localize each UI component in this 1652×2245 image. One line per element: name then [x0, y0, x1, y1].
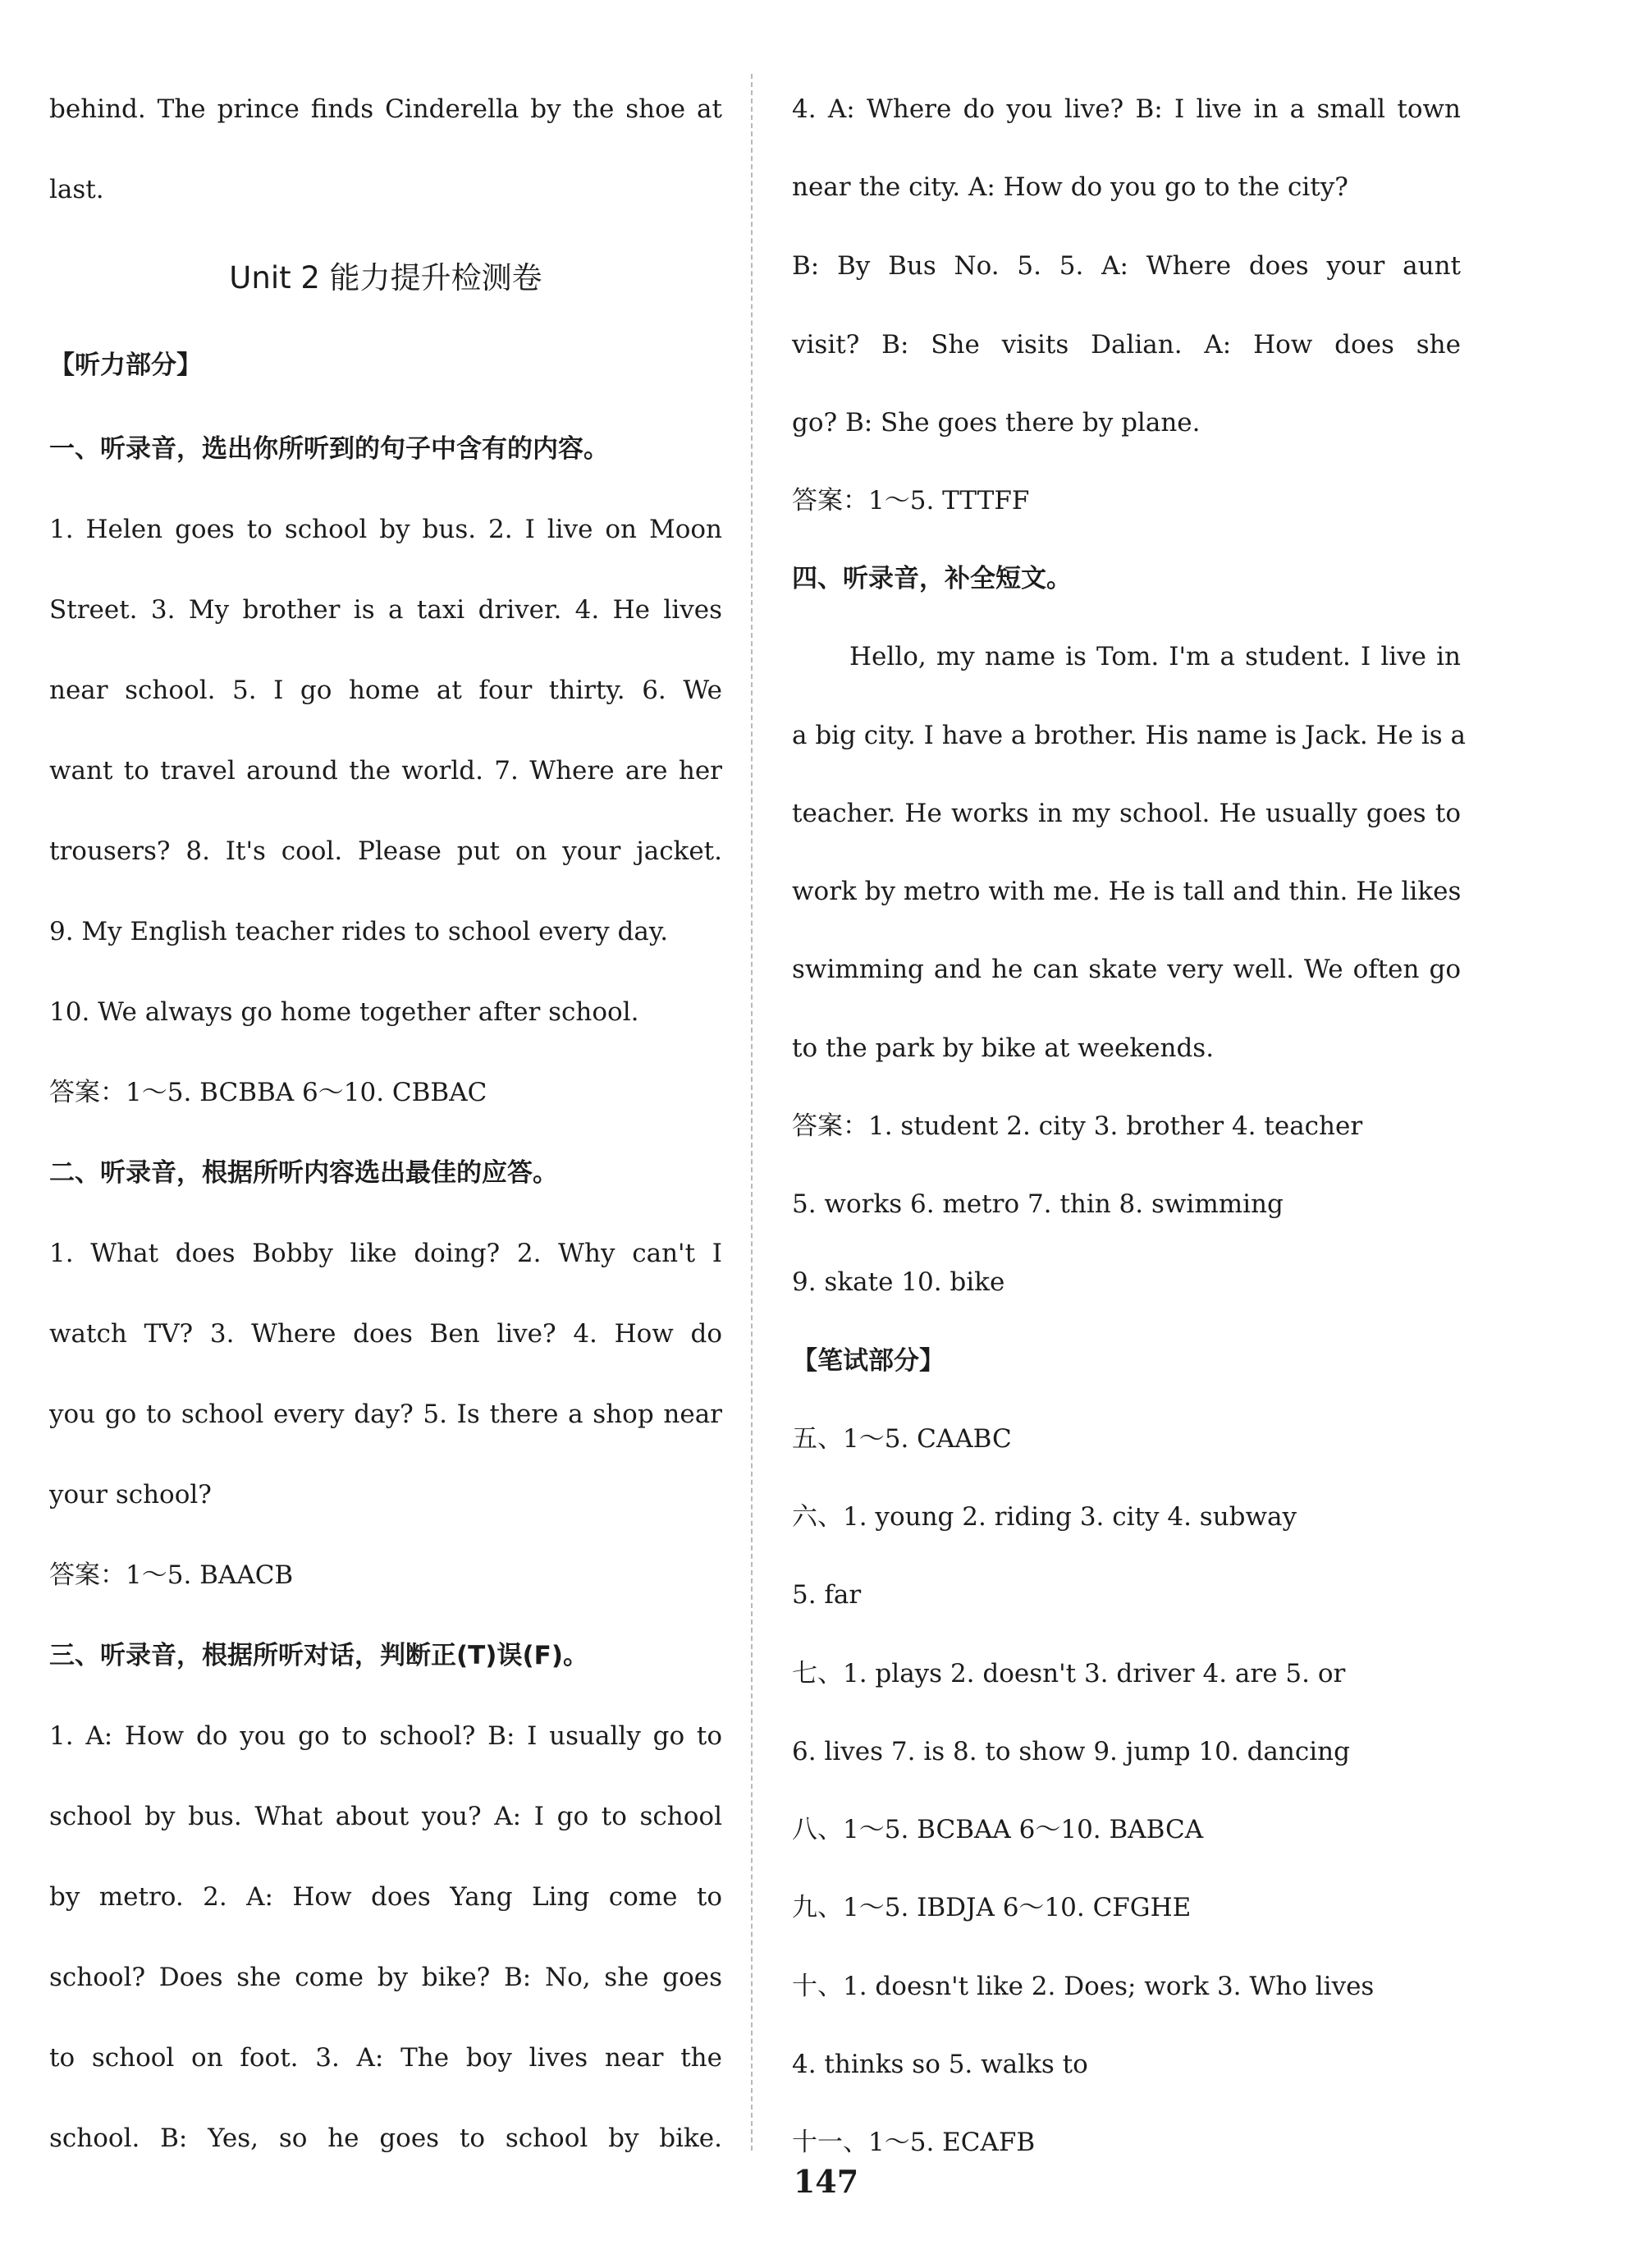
written-header: 【笔试部分】 — [792, 1346, 945, 1376]
answer-line: 十一、1～5. ECAFB — [792, 2128, 1036, 2157]
section-three-line: 4. A: Where do you live? B: I live in a small town — [792, 94, 1461, 124]
column-divider — [751, 74, 753, 2151]
answer-line: 4. thinks so 5. walks to — [792, 2050, 1088, 2079]
section-three-line: school by bus. What about you? A: I go to school — [49, 1802, 722, 1831]
section-two-title: 二、听录音，根据所听内容选出最佳的应答。 — [49, 1158, 558, 1188]
section-three-line: go? B: She goes there by plane. — [792, 408, 1201, 438]
section-three-line: to school on foot. 3. A: The boy lives near the — [49, 2043, 722, 2073]
answer-line: 十、1. doesn't like 2. Does; work 3. Who lives — [792, 1972, 1375, 2001]
section-three-line: school? Does she come by bike? B: No, she goes — [49, 1963, 722, 1992]
answer-line: 八、1～5. BCBAA 6～10. BABCA — [792, 1815, 1204, 1844]
section-three-line: by metro. 2. A: How does Yang Ling come to — [49, 1882, 722, 1912]
listening-header: 【听力部分】 — [49, 350, 202, 380]
answer-line: 九、1～5. IBDJA 6～10. CFGHE — [792, 1893, 1192, 1922]
section-one-title: 一、听录音，选出你所听到的句子中含有的内容。 — [49, 434, 609, 464]
section-two-line: your school? — [49, 1480, 212, 1510]
passage-line: Hello, my name is Tom. I'm a student. I live in — [849, 642, 1461, 671]
passage-line: swimming and he can skate very well. We often go — [792, 955, 1461, 984]
section-two-line: 1. What does Bobby like doing? 2. Why can't I — [49, 1239, 722, 1268]
section-one-line: 10. We always go home together after school. — [49, 997, 639, 1027]
passage-line: to the park by bike at weekends. — [792, 1033, 1215, 1063]
section-three-line: B: By Bus No. 5. 5. A: Where does your aunt — [792, 251, 1461, 281]
page-number: 147 — [793, 2163, 859, 2200]
section-two-answer: 答案：1～5. BAACB — [49, 1560, 294, 1590]
answer-line: 5. far — [792, 1580, 862, 1610]
answer-line: 五、1～5. CAABC — [792, 1424, 1012, 1454]
section-four-answer: 5. works 6. metro 7. thin 8. swimming — [792, 1189, 1284, 1219]
section-one-line: 9. My English teacher rides to school every day. — [49, 917, 669, 946]
section-one-line: Street. 3. My brother is a taxi driver. 4. He lives — [49, 595, 722, 625]
section-three-line: near the city. A: How do you go to the city? — [792, 172, 1348, 202]
section-one-line: near school. 5. I go home at four thirty. 6. We — [49, 676, 722, 705]
passage-line: a big city. I have a brother. His name is Jack. He is a — [792, 721, 1467, 750]
section-two-line: watch TV? 3. Where does Ben live? 4. How do — [49, 1319, 722, 1349]
unit-title: Unit 2 能力提升检测卷 — [229, 260, 542, 296]
section-three-line: visit? B: She visits Dalian. A: How does she — [792, 330, 1461, 360]
answer-line: 七、1. plays 2. doesn't 3. driver 4. are 5. or — [792, 1659, 1346, 1688]
section-one-answer: 答案：1～5. BCBBA 6～10. CBBAC — [49, 1078, 487, 1107]
section-three-answer: 答案：1～5. TTTFF — [792, 486, 1030, 515]
answer-line: 6. lives 7. is 8. to show 9. jump 10. dancing — [792, 1737, 1350, 1766]
passage-line: work by metro with me. He is tall and thin. He likes — [792, 877, 1462, 906]
section-three-line: school. B: Yes, so he goes to school by bike. — [49, 2124, 722, 2153]
passage-line: teacher. He works in my school. He usually goes to — [792, 799, 1461, 828]
section-three-line: 1. A: How do you go to school? B: I usually go to — [49, 1721, 722, 1751]
section-three-title: 三、听录音，根据所听对话，判断正(T)误(F)。 — [49, 1641, 588, 1670]
section-two-line: you go to school every day? 5. Is there a shop near — [49, 1400, 722, 1429]
section-four-title: 四、听录音，补全短文。 — [792, 564, 1072, 593]
section-one-line: trousers? 8. It's cool. Please put on your jacket. — [49, 836, 722, 866]
answer-line: 六、1. young 2. riding 3. city 4. subway — [792, 1502, 1297, 1532]
section-four-answer: 答案：1. student 2. city 3. brother 4. teacher — [792, 1111, 1363, 1141]
intro-line: behind. The prince finds Cinderella by the shoe at — [49, 94, 722, 124]
intro-line: last. — [49, 175, 104, 204]
section-one-line: 1. Helen goes to school by bus. 2. I live on Moon — [49, 515, 722, 544]
section-one-line: want to travel around the world. 7. Where are her — [49, 756, 722, 786]
section-four-answer: 9. skate 10. bike — [792, 1267, 1005, 1297]
